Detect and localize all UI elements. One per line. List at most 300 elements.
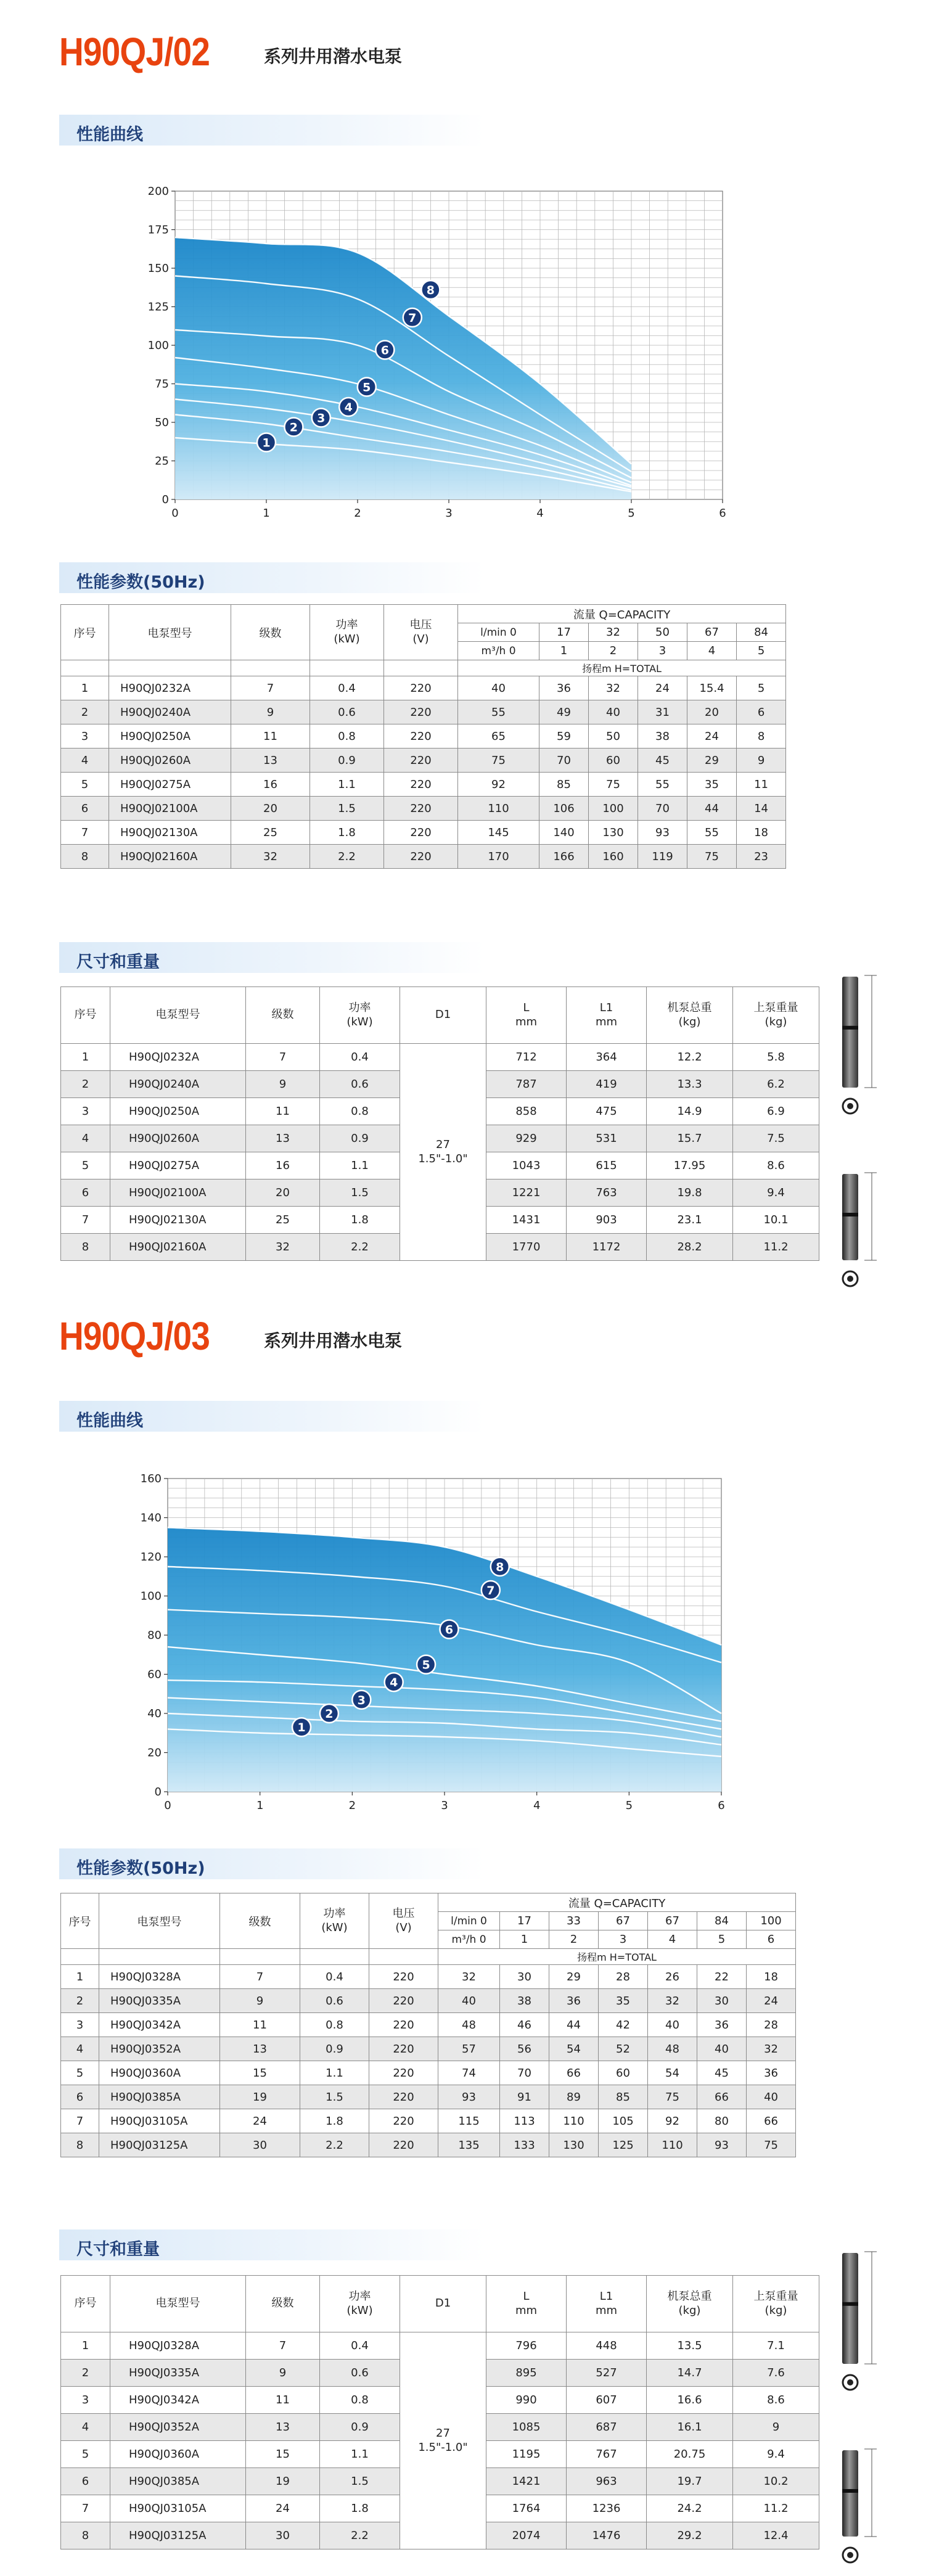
table-cell: 18 (747, 1965, 796, 1989)
table-cell: 8.6 (733, 2387, 819, 2414)
table-cell: 0.8 (320, 2387, 400, 2414)
curve-marker-label: 4 (390, 1676, 398, 1690)
table-cell: 40 (438, 1989, 500, 2013)
table-cell: 20 (246, 1179, 320, 1207)
table-row (61, 1989, 796, 2013)
series-subtitle: 系列井用潜水电泵 (264, 1331, 403, 1351)
x-tick-label: 4 (533, 1799, 541, 1812)
flow-lmin-value: 67 (687, 623, 737, 642)
table-cell: 12.4 (733, 2522, 819, 2549)
section-heading-text: 性能参数(50Hz) (76, 573, 205, 592)
table-cell: 4 (61, 1125, 110, 1152)
table-cell: 17.95 (647, 1152, 733, 1179)
curve-marker-7 (482, 1581, 500, 1599)
table-cell: 1043 (486, 1152, 567, 1179)
y-tick-label: 175 (147, 223, 169, 237)
table-cell: 40 (697, 2037, 747, 2061)
series-model: H90QJ/03 (59, 1314, 210, 1358)
table-cell: 2 (61, 1071, 110, 1098)
table-cell: 56 (500, 2037, 549, 2061)
y-tick-label: 125 (147, 300, 169, 314)
table-cell: 110 (458, 797, 539, 821)
y-tick-label: 100 (140, 1589, 162, 1603)
table-cell: 44 (549, 2013, 599, 2037)
table-cell: 70 (500, 2061, 549, 2085)
table-cell: 13.3 (647, 1071, 733, 1098)
table-cell: 105 (599, 2109, 648, 2133)
table-cell: 133 (500, 2133, 549, 2157)
table-cell: 19 (220, 2085, 300, 2109)
table-cell: 80 (697, 2109, 747, 2133)
table-cell: 1.1 (320, 2441, 400, 2468)
table-cell: 160 (589, 845, 638, 869)
curve-marker-label: 2 (325, 1707, 334, 1721)
table-cell: 55 (687, 821, 737, 845)
table-cell: 52 (599, 2037, 648, 2061)
table-cell: H90QJ03125A (99, 2133, 220, 2157)
table-cell: 8 (61, 2522, 110, 2549)
table-cell: 100 (589, 797, 638, 821)
table-cell: 24 (638, 676, 687, 700)
flow-m3h-value: 1 (500, 1930, 549, 1949)
table-cell: 0.6 (320, 2360, 400, 2387)
table-cell: 2.2 (310, 845, 384, 869)
flow-lmin-value: 84 (737, 623, 786, 642)
table-cell: 106 (539, 797, 589, 821)
table-cell: 4 (61, 2414, 110, 2441)
y-tick-label: 60 (147, 1668, 162, 1681)
table-cell: 6.9 (733, 1098, 819, 1125)
col-header-pump: 上泵重量 (kg) (733, 2276, 819, 2332)
flow-lmin-value: 67 (648, 1912, 697, 1930)
table-cell: 220 (369, 2061, 438, 2085)
table-cell: 6 (61, 2468, 110, 2495)
d1-merged-cell: 27 1.5"-1.0" (400, 2332, 486, 2549)
col-header-power: 功率 (kW) (320, 2276, 400, 2332)
table-cell: 85 (599, 2085, 648, 2109)
y-tick-label: 160 (140, 1472, 162, 1485)
table-cell: 40 (458, 676, 539, 700)
table-cell: 712 (486, 1044, 567, 1071)
dimension-weight-table (60, 987, 819, 1261)
table-cell: H90QJ03105A (99, 2109, 220, 2133)
flow-unit-m3h: m³/h 0 (438, 1930, 500, 1949)
flow-lmin-value: 100 (747, 1912, 796, 1930)
table-cell: 16.1 (647, 2414, 733, 2441)
table-cell: 220 (384, 821, 458, 845)
x-tick-label: 6 (719, 507, 726, 520)
curve-marker-5 (358, 378, 376, 396)
curve-marker-label: 5 (422, 1658, 430, 1672)
table-cell: 1.5 (320, 1179, 400, 1207)
table-cell: 1236 (567, 2495, 647, 2522)
table-cell: 13 (246, 1125, 320, 1152)
table-cell: 32 (246, 1234, 320, 1261)
y-tick-label: 25 (155, 454, 169, 468)
x-tick-label: 5 (625, 1799, 633, 1812)
table-cell: 8 (737, 724, 786, 749)
table-cell: 6 (61, 2085, 99, 2109)
flow-lmin-value: 17 (500, 1912, 549, 1930)
table-cell: 11 (220, 2013, 300, 2037)
table-cell: 32 (589, 676, 638, 700)
col-header-model: 电泵型号 (110, 2276, 246, 2332)
col-header-pump: 上泵重量 (kg) (733, 987, 819, 1044)
flow-lmin-value: 32 (589, 623, 638, 642)
table-cell: 2074 (486, 2522, 567, 2549)
curve-marker-label: 3 (357, 1693, 366, 1707)
table-cell: 1.5 (310, 797, 384, 821)
table-cell: 11.2 (733, 2495, 819, 2522)
table-cell: 0.4 (320, 1044, 400, 1071)
table-cell: H90QJ0352A (99, 2037, 220, 2061)
col-header-stages: 级数 (231, 605, 310, 660)
col-header-voltage: 电压 (V) (384, 605, 458, 660)
table-cell: 419 (567, 1071, 647, 1098)
curve-marker-label: 6 (380, 343, 390, 358)
table-row (61, 2109, 796, 2133)
y-tick-label: 75 (155, 377, 169, 391)
col-header-stages: 级数 (220, 1893, 300, 1949)
table-row (61, 2133, 796, 2157)
x-tick-label: 2 (348, 1799, 356, 1812)
table-row (61, 676, 786, 700)
table-cell: 15 (246, 2441, 320, 2468)
curve-marker-label: 8 (496, 1560, 504, 1574)
blank-cell (61, 1949, 99, 1965)
table-cell: H90QJ0385A (110, 2468, 246, 2495)
table-cell: 615 (567, 1152, 647, 1179)
table-cell: 26 (648, 1965, 697, 1989)
table-row (61, 773, 786, 797)
table-cell: 531 (567, 1125, 647, 1152)
table-cell: 9 (246, 1071, 320, 1098)
table-row (61, 2037, 796, 2061)
table-cell: 29 (687, 749, 737, 773)
curve-marker-3 (312, 409, 330, 427)
series-model: H90QJ/02 (59, 30, 210, 74)
table-cell: 32 (747, 2037, 796, 2061)
table-cell: 220 (369, 2037, 438, 2061)
table-cell: 110 (648, 2133, 697, 2157)
table-cell: 13 (246, 2414, 320, 2441)
table-cell: 23.1 (647, 1207, 733, 1234)
flow-m3h-value: 3 (599, 1930, 648, 1949)
table-cell: 28 (599, 1965, 648, 1989)
col-header-no: 序号 (61, 605, 109, 660)
table-cell: 15.4 (687, 676, 737, 700)
curve-marker-2 (320, 1704, 338, 1723)
table-cell: 20.75 (647, 2441, 733, 2468)
table-cell: 220 (369, 2013, 438, 2037)
flow-m3h-value: 5 (737, 642, 786, 660)
table-cell: H90QJ0240A (110, 1071, 246, 1098)
table-row (61, 724, 786, 749)
table-cell: 8 (61, 2133, 99, 2157)
y-tick-label: 120 (140, 1551, 162, 1564)
table-cell: 220 (384, 676, 458, 700)
col-header-flow: 流量 Q=CAPACITY (458, 605, 786, 623)
perf-section-heading (59, 562, 485, 593)
curve-marker-5 (417, 1655, 435, 1674)
flow-lmin-value: 50 (638, 623, 687, 642)
table-cell: 6.2 (733, 1071, 819, 1098)
table-cell: H90QJ03105A (110, 2495, 246, 2522)
table-cell: 7.5 (733, 1125, 819, 1152)
performance-curve-chart (59, 173, 737, 524)
table-cell: 0.6 (300, 1989, 369, 2013)
table-cell: H90QJ0360A (110, 2441, 246, 2468)
table-cell: 1.1 (310, 773, 384, 797)
curve-marker-label: 2 (289, 420, 298, 435)
table-cell: 36 (697, 2013, 747, 2037)
table-cell: 125 (599, 2133, 648, 2157)
table-cell: 8.6 (733, 1152, 819, 1179)
table-cell: 36 (539, 676, 589, 700)
table-cell: 16 (246, 1152, 320, 1179)
table-cell: 46 (500, 2013, 549, 2037)
flow-unit-m3h: m³/h 0 (458, 642, 539, 660)
table-cell: 2 (61, 700, 109, 724)
table-cell: 1.5 (320, 2468, 400, 2495)
table-cell: H90QJ02100A (110, 1179, 246, 1207)
col-header-no: 序号 (61, 1893, 99, 1949)
performance-table (60, 1893, 796, 2157)
y-tick-label: 40 (147, 1707, 162, 1720)
table-cell: 135 (438, 2133, 500, 2157)
table-cell: 1.8 (320, 2495, 400, 2522)
table-cell: 18 (737, 821, 786, 845)
table-cell: 7 (61, 1207, 110, 1234)
table-cell: 14 (737, 797, 786, 821)
performance-curve-chart (59, 1459, 737, 1816)
y-tick-label: 80 (147, 1629, 162, 1642)
table-cell: 220 (369, 2133, 438, 2157)
table-cell: 70 (638, 797, 687, 821)
table-cell: 40 (648, 2013, 697, 2037)
series-subtitle: 系列井用潜水电泵 (264, 46, 403, 67)
table-cell: 9 (231, 700, 310, 724)
dim-section-heading (59, 942, 485, 973)
table-cell: 24 (747, 1989, 796, 2013)
table-cell: 36 (549, 1989, 599, 2013)
flow-lmin-value: 67 (599, 1912, 648, 1930)
curve-marker-6 (375, 341, 394, 359)
pump-drawing (840, 968, 914, 1122)
pump-drawing (840, 1165, 914, 1295)
table-cell: 25 (231, 821, 310, 845)
table-cell: 0.9 (300, 2037, 369, 2061)
table-row (61, 1044, 819, 1071)
table-cell: 9 (737, 749, 786, 773)
table-cell: 9 (733, 2414, 819, 2441)
curve-marker-3 (352, 1691, 371, 1709)
table-cell: 170 (458, 845, 539, 869)
table-cell: 9.4 (733, 1179, 819, 1207)
table-cell: 6 (737, 700, 786, 724)
table-cell: 70 (539, 749, 589, 773)
table-cell: 66 (747, 2109, 796, 2133)
table-cell: H90QJ03125A (110, 2522, 246, 2549)
blank-cell (220, 1949, 300, 1965)
table-cell: 220 (369, 2085, 438, 2109)
col-header-power: 功率 (kW) (320, 987, 400, 1044)
table-cell: H90QJ0250A (109, 724, 231, 749)
table-cell: 7 (246, 1044, 320, 1071)
table-cell: H90QJ0260A (110, 1125, 246, 1152)
table-row (61, 2013, 796, 2037)
table-cell: 5 (61, 773, 109, 797)
table-cell: 1770 (486, 1234, 567, 1261)
pump-drawing (840, 2244, 914, 2398)
table-cell: 2.2 (300, 2133, 369, 2157)
section-heading-text: 性能参数(50Hz) (76, 1859, 205, 1878)
table-cell: 44 (687, 797, 737, 821)
y-tick-label: 0 (154, 1786, 162, 1799)
y-tick-label: 100 (147, 339, 169, 352)
table-cell: 24 (246, 2495, 320, 2522)
table-cell: 40 (747, 2085, 796, 2109)
table-row (61, 797, 786, 821)
table-cell: 1.8 (320, 1207, 400, 1234)
table-cell: 36 (747, 2061, 796, 2085)
table-cell: 19.8 (647, 1179, 733, 1207)
table-cell: 7 (231, 676, 310, 700)
table-cell: H90QJ0240A (109, 700, 231, 724)
table-cell: 220 (384, 773, 458, 797)
table-cell: H90QJ0360A (99, 2061, 220, 2085)
table-cell: 2.2 (320, 1234, 400, 1261)
table-cell: 7 (61, 821, 109, 845)
table-cell: 66 (549, 2061, 599, 2085)
table-cell: 113 (500, 2109, 549, 2133)
flow-m3h-value: 2 (549, 1930, 599, 1949)
table-cell: 20 (231, 797, 310, 821)
table-cell: H90QJ02130A (110, 1207, 246, 1234)
curve-marker-7 (403, 308, 422, 327)
table-cell: 75 (589, 773, 638, 797)
table-cell: 7 (220, 1965, 300, 1989)
table-cell: 0.4 (320, 2332, 400, 2360)
table-cell: 7 (246, 2332, 320, 2360)
series-title (59, 32, 402, 72)
head-label: 扬程m H=TOTAL (438, 1949, 796, 1965)
table-row (61, 2332, 819, 2360)
table-cell: 75 (458, 749, 539, 773)
table-cell: 110 (549, 2109, 599, 2133)
table-cell: 763 (567, 1179, 647, 1207)
table-cell: 93 (438, 2085, 500, 2109)
table-cell: 45 (638, 749, 687, 773)
table-cell: 30 (246, 2522, 320, 2549)
table-cell: 0.6 (310, 700, 384, 724)
table-cell: 57 (438, 2037, 500, 2061)
pump-drawing (840, 2442, 914, 2571)
table-cell: 23 (737, 845, 786, 869)
table-cell: 20 (687, 700, 737, 724)
dim-section-heading (59, 2229, 485, 2260)
flow-m3h-value: 3 (638, 642, 687, 660)
curve-marker-label: 4 (344, 401, 353, 414)
table-cell: 54 (648, 2061, 697, 2085)
table-cell: 5.8 (733, 1044, 819, 1071)
table-cell: 130 (549, 2133, 599, 2157)
curve-marker-6 (440, 1620, 458, 1638)
section-heading-text: 性能曲线 (76, 1411, 143, 1430)
table-cell: 0.8 (320, 1098, 400, 1125)
table-cell: 55 (638, 773, 687, 797)
table-cell: 1172 (567, 1234, 647, 1261)
table-cell: 166 (539, 845, 589, 869)
table-cell: H90QJ02160A (109, 845, 231, 869)
col-header-flow: 流量 Q=CAPACITY (438, 1893, 796, 1912)
table-cell: 7.6 (733, 2360, 819, 2387)
col-header-model: 电泵型号 (109, 605, 231, 660)
table-cell: 119 (638, 845, 687, 869)
performance-table (60, 604, 786, 869)
table-cell: 15.7 (647, 1125, 733, 1152)
blank-cell (369, 1949, 438, 1965)
table-cell: 60 (589, 749, 638, 773)
table-cell: H90QJ0335A (110, 2360, 246, 2387)
table-cell: H90QJ0328A (99, 1965, 220, 1989)
table-cell: 75 (747, 2133, 796, 2157)
curve-section-heading (59, 115, 485, 146)
col-header-l: L mm (486, 2276, 567, 2332)
table-cell: 75 (687, 845, 737, 869)
table-cell: 4 (61, 2037, 99, 2061)
blank-cell (384, 660, 458, 676)
table-cell: H90QJ02130A (109, 821, 231, 845)
table-cell: 0.4 (300, 1965, 369, 1989)
table-cell: 25 (246, 1207, 320, 1234)
table-cell: 29 (549, 1965, 599, 1989)
col-header-no: 序号 (61, 2276, 110, 2332)
table-cell: H90QJ0342A (99, 2013, 220, 2037)
col-header-no: 序号 (61, 987, 110, 1044)
blank-cell (300, 1949, 369, 1965)
table-cell: 1.8 (300, 2109, 369, 2133)
curve-section-heading (59, 1401, 485, 1432)
y-tick-label: 150 (147, 262, 169, 275)
table-cell: 2 (61, 2360, 110, 2387)
series-title (59, 1316, 402, 1356)
x-tick-label: 0 (164, 1799, 171, 1812)
section-heading-text: 尺寸和重量 (76, 2240, 160, 2259)
table-cell: 11.2 (733, 1234, 819, 1261)
flow-unit-lmin: l/min 0 (438, 1912, 500, 1930)
table-cell: 14.7 (647, 2360, 733, 2387)
table-cell: 9 (220, 1989, 300, 2013)
curve-marker-1 (292, 1718, 311, 1736)
table-cell: 6 (61, 1179, 110, 1207)
table-cell: H90QJ0275A (110, 1152, 246, 1179)
table-cell: 13 (231, 749, 310, 773)
table-cell: 0.4 (310, 676, 384, 700)
flow-m3h-value: 2 (589, 642, 638, 660)
table-cell: 0.9 (310, 749, 384, 773)
table-cell: 55 (458, 700, 539, 724)
table-cell: 3 (61, 1098, 110, 1125)
curve-marker-8 (421, 281, 440, 299)
table-cell: 35 (687, 773, 737, 797)
table-cell: H90QJ0232A (109, 676, 231, 700)
table-cell: 767 (567, 2441, 647, 2468)
table-cell: 1421 (486, 2468, 567, 2495)
table-cell: 5 (737, 676, 786, 700)
table-cell: 49 (539, 700, 589, 724)
table-row (61, 749, 786, 773)
